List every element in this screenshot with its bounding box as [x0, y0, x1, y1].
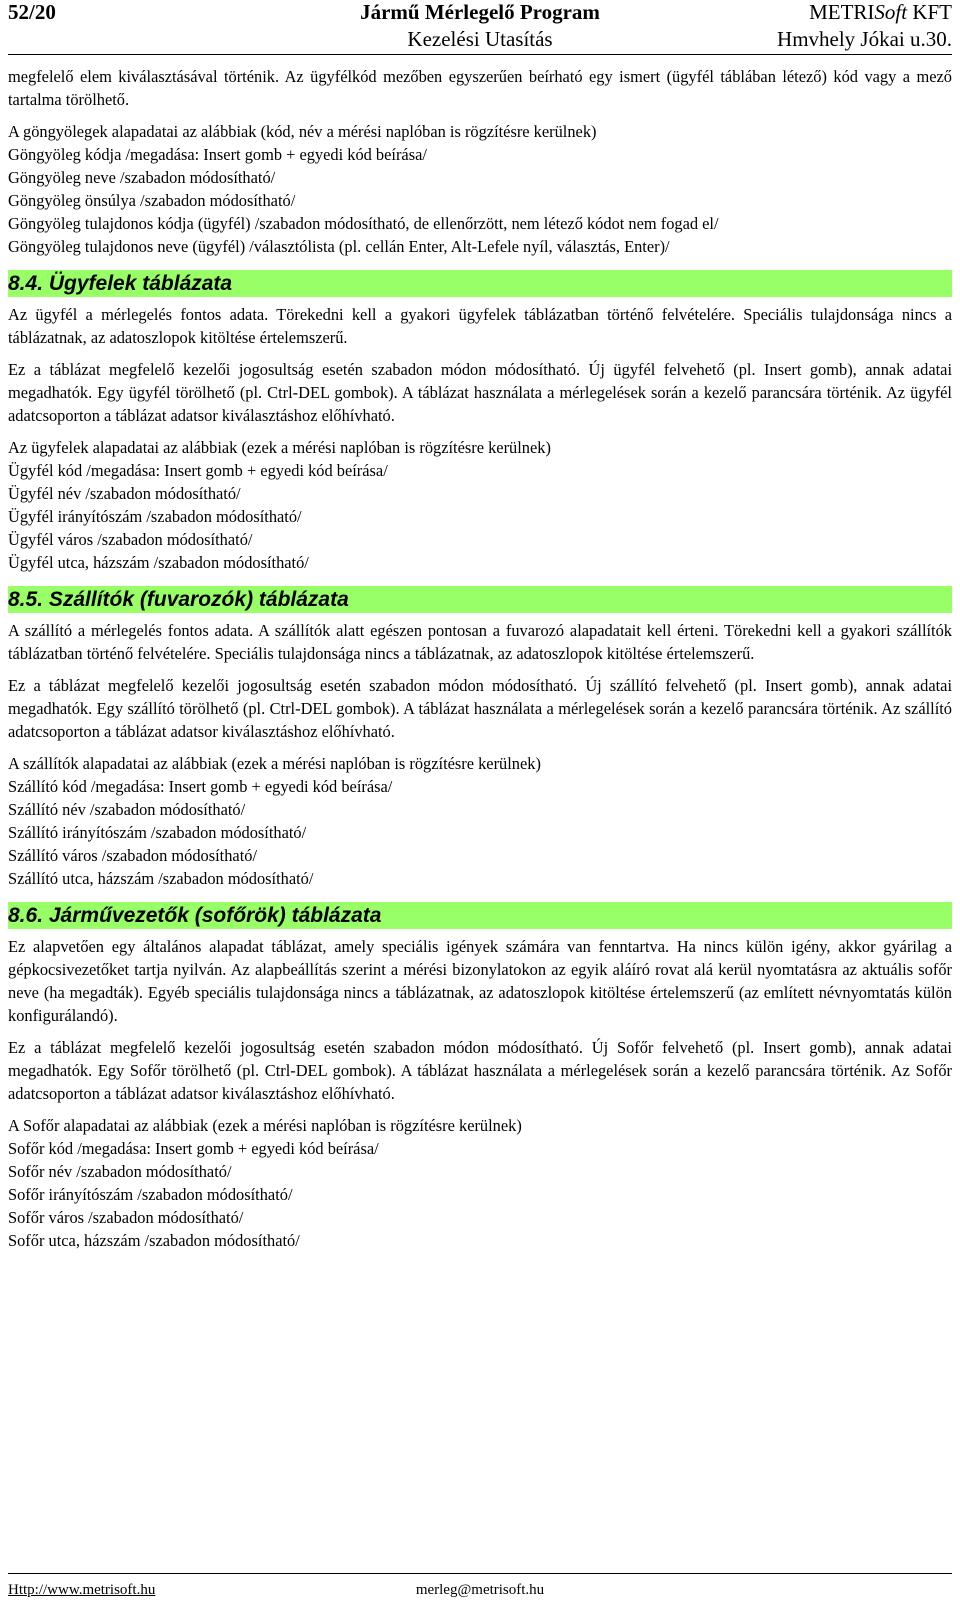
packaging-field-list	[8, 120, 952, 258]
company-brand	[637, 0, 952, 24]
list-item: A szállítók alapadatai az alábbiak (ezek a mérési naplóban is rögzítésre kerülnek)	[8, 754, 541, 773]
list-item: Göngyöleg tulajdonos kódja (ügyfél) /szabadon módosítható, de ellenőrzött, nem létező kódot nem fogad el/	[8, 214, 719, 233]
header-row-2	[8, 27, 952, 51]
list-item: Göngyöleg önsúlya /szabadon módosítható/	[8, 191, 296, 210]
list-item: Göngyöleg tulajdonos neve (ügyfél) /választólista (pl. cellán Enter, Alt-Lefele nyíl, választás, Enter)/	[8, 237, 670, 256]
brand-part-3: KFT	[907, 0, 953, 24]
section-paragraph: Ez a táblázat megfelelő kezelői jogosultság esetén szabadon módon módosítható. Új Sofőr felvehető (pl. Insert gomb), annak adatai megadhatók. Egy Sofőr törölhető (pl. Ctrl-DEL gombok). A táblázat használata a mérlegelések során a kezelő parancsára történik. Az Sofőr adatcsoporton a táblázat adatsor kiválasztáshoz előhívható.	[8, 1038, 952, 1103]
list-item: Sofőr utca, házszám /szabadon módosítható/	[8, 1231, 300, 1250]
list-item: Szállító város /szabadon módosítható/	[8, 846, 258, 865]
header-row-1	[8, 0, 952, 24]
page-content	[8, 65, 952, 1261]
list-item: Ügyfél utca, házszám /szabadon módosítható/	[8, 553, 309, 572]
brand-part-1: METRI	[809, 0, 875, 24]
intro-paragraph: megfelelő elem kiválasztásával történik. Az ügyfélkód mezőben egyszerűen beírható egy ismert (ügyfél táblában létező) kód vagy a mező tartalma törölhető.	[8, 67, 952, 109]
list-item: Sofőr város /szabadon módosítható/	[8, 1208, 244, 1227]
list-item: Sofőr irányítószám /szabadon módosítható/	[8, 1185, 293, 1204]
section-paragraph: Az ügyfél a mérlegelés fontos adata. Törekedni kell a gyakori ügyfelek táblázatban történő felvételére. Speciális tulajdonsága nincs a táblázatnak, az adatoszlopok kitöltése értelemszerű.	[8, 305, 952, 347]
manual-subtitle: Kezelési Utasítás	[407, 27, 553, 51]
page-header	[8, 0, 952, 55]
list-item: Ügyfél név /szabadon módosítható/	[8, 484, 241, 503]
list-item: Az ügyfelek alapadatai az alábbiak (ezek a mérési naplóban is rögzítésre kerülnek)	[8, 438, 551, 457]
section-paragraph: A szállító a mérlegelés fontos adata. A szállítók alatt egészen pontosan a fuvarozó alapadatait kell érteni. Törekedni kell a gyakori szállítók táblázatban történő felvételére. Speciális tulajdonsága nincs a táblázatnak, az adatoszlopok kitöltése értelemszerű.	[8, 621, 952, 663]
list-item: Ügyfél irányítószám /szabadon módosítható/	[8, 507, 302, 526]
section-heading-8-4: 8.4. Ügyfelek táblázata	[8, 270, 952, 297]
company-address: Hmvhely Jókai u.30.	[777, 27, 953, 51]
page-footer	[8, 1573, 952, 1604]
section-paragraph: Ez alapvetően egy általános alapadat táblázat, amely speciális igények számára van fenntartva. Ha nincs külön igény, akkor gyárilag a gépkocsivezetőket tartja nyilván. Az alapbeállítás szerint a mérési bizonylatokon az egyik aláíró rovat alá kerül nyomtatásra az aktuális sofőr neve (ha megadták). Egyéb speciális tulajdonsága nincs a táblázatnak, az adatoszlopok kitöltése értelemszerű (az említett névnyomtatás külön konfigurálandó).	[8, 937, 952, 1025]
list-item: Szállító név /szabadon módosítható/	[8, 800, 246, 819]
list-item: Sofőr kód /megadása: Insert gomb + egyedi kód beírása/	[8, 1139, 379, 1158]
website-link[interactable]: Http://www.metrisoft.hu	[8, 1582, 156, 1598]
list-item: Szállító kód /megadása: Insert gomb + egyedi kód beírása/	[8, 777, 393, 796]
list-item: Ügyfél kód /megadása: Insert gomb + egyedi kód beírása/	[8, 461, 388, 480]
list-item: Göngyöleg neve /szabadon módosítható/	[8, 168, 276, 187]
list-item: A Sofőr alapadatai az alábbiak (ezek a mérési naplóban is rögzítésre kerülnek)	[8, 1116, 522, 1135]
page-number: 52/20	[8, 0, 56, 24]
section-heading-8-5: 8.5. Szállítók (fuvarozók) táblázata	[8, 586, 952, 613]
brand-part-2: Soft	[874, 0, 908, 24]
contact-email[interactable]: merleg@metrisoft.hu	[415, 1582, 545, 1598]
driver-field-list	[8, 1114, 952, 1252]
list-item: A göngyölegek alapadatai az alábbiak (kód, név a mérési naplóban is rögzítésre kerülnek)	[8, 122, 597, 141]
list-item: Sofőr név /szabadon módosítható/	[8, 1162, 232, 1181]
document-page	[8, 0, 952, 1604]
list-item: Szállító irányítószám /szabadon módosítható/	[8, 823, 307, 842]
section-heading-8-6: 8.6. Járművezetők (sofőrök) táblázata	[8, 902, 952, 929]
list-item: Ügyfél város /szabadon módosítható/	[8, 530, 253, 549]
carrier-field-list	[8, 752, 952, 890]
section-paragraph: Ez a táblázat megfelelő kezelői jogosultság esetén szabadon módon módosítható. Új szállító felvehető (pl. Insert gomb), annak adatai megadhatók. Egy szállító törölhető (pl. Ctrl-DEL gombok). A táblázat használata a mérlegelések során a kezelő parancsára történik. Az szállító adatcsoporton a táblázat adatsor kiválasztáshoz előhívható.	[8, 676, 952, 741]
program-title: Jármű Mérlegelő Program	[360, 0, 600, 24]
section-paragraph: Ez a táblázat megfelelő kezelői jogosultság esetén szabadon módon módosítható. Új ügyfél felvehető (pl. Insert gomb), annak adatai megadhatók. Egy ügyfél törölhető (pl. Ctrl-DEL gombok). A táblázat használata a mérlegelések során a kezelő parancsára történik. Az ügyfél adatcsoporton a táblázat adatsor kiválasztáshoz előhívható.	[8, 360, 952, 425]
list-item: Szállító utca, házszám /szabadon módosítható/	[8, 869, 314, 888]
list-item: Göngyöleg kódja /megadása: Insert gomb + egyedi kód beírása/	[8, 145, 427, 164]
customer-field-list	[8, 436, 952, 574]
